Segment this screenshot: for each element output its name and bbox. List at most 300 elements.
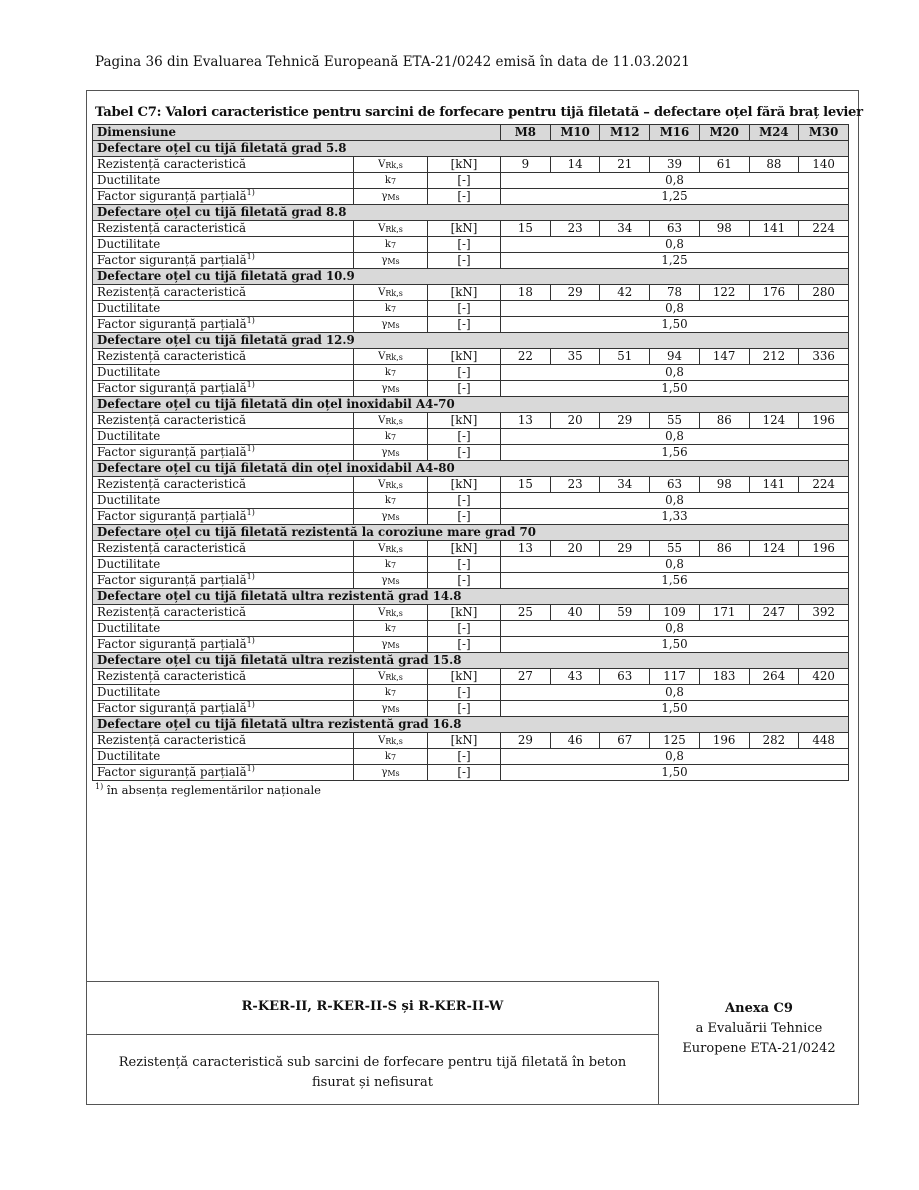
row-label-text: Factor siguranță parțială	[97, 445, 247, 459]
footnote-mark: 1)	[246, 700, 255, 710]
row-label: Ductilitate	[93, 301, 354, 317]
value-cell: 98	[699, 221, 749, 237]
value-cell: 14	[550, 157, 600, 173]
value-cell: 55	[650, 541, 700, 557]
row-label-text: Factor siguranță parțială	[97, 765, 247, 779]
symbol-cell	[354, 365, 428, 381]
value-cell: 1,25	[501, 189, 849, 205]
resistance-row	[93, 477, 849, 493]
symbol: γ	[381, 191, 388, 202]
unit: [kN]	[428, 157, 501, 173]
value-cell: 176	[749, 285, 799, 301]
value-cell: 392	[799, 605, 849, 621]
row-label: Rezistență caracteristică	[93, 221, 354, 237]
ductility-row	[93, 365, 849, 381]
value-cell: 420	[799, 669, 849, 685]
value-cell: 147	[699, 349, 749, 365]
unit: [kN]	[428, 477, 501, 493]
value-cell: 34	[600, 221, 650, 237]
resistance-row	[93, 541, 849, 557]
section-row	[93, 717, 849, 733]
footnote-mark: 1)	[246, 636, 255, 646]
row-label: Rezistență caracteristică	[93, 669, 354, 685]
symbol-cell	[354, 557, 428, 573]
table-section	[92, 104, 863, 798]
symbol-subscript: 7	[390, 561, 397, 570]
symbol: V	[378, 735, 386, 746]
row-label: Rezistență caracteristică	[93, 413, 354, 429]
unit: [-]	[428, 637, 501, 653]
value-cell: 55	[650, 413, 700, 429]
section-row	[93, 653, 849, 669]
symbol-subscript: Rk,s	[385, 289, 403, 298]
size-header: M30	[799, 125, 849, 141]
annex-title: Anexa C9	[725, 1001, 793, 1016]
value-cell: 122	[699, 285, 749, 301]
value-cell: 20	[550, 413, 600, 429]
symbol-cell	[354, 749, 428, 765]
symbol-subscript: Ms	[387, 193, 400, 202]
symbol: V	[378, 287, 386, 298]
footnote-mark: 1)	[246, 572, 255, 582]
resistance-row	[93, 285, 849, 301]
symbol-subscript: Rk,s	[385, 353, 403, 362]
value-cell: 212	[749, 349, 799, 365]
value-cell: 0,8	[501, 493, 849, 509]
row-label	[93, 765, 354, 781]
symbol-subscript: Rk,s	[385, 417, 403, 426]
value-cell: 124	[749, 413, 799, 429]
row-label: Ductilitate	[93, 557, 354, 573]
symbol: k	[384, 367, 391, 378]
value-cell: 0,8	[501, 429, 849, 445]
value-cell: 98	[699, 477, 749, 493]
value-cell: 224	[799, 477, 849, 493]
symbol-subscript: 7	[390, 753, 397, 762]
table-header-row	[93, 125, 849, 141]
ductility-row	[93, 237, 849, 253]
divider	[86, 1034, 659, 1035]
unit: [-]	[428, 509, 501, 525]
section-row	[93, 397, 849, 413]
unit: [-]	[428, 381, 501, 397]
row-label	[93, 381, 354, 397]
value-cell: 336	[799, 349, 849, 365]
unit: [-]	[428, 365, 501, 381]
unit: [kN]	[428, 669, 501, 685]
row-label: Rezistență caracteristică	[93, 733, 354, 749]
safety-factor-row	[93, 765, 849, 781]
footnote-mark: 1)	[246, 188, 255, 198]
unit: [-]	[428, 317, 501, 333]
row-label-text: Factor siguranță parțială	[97, 573, 247, 587]
row-label: Ductilitate	[93, 237, 354, 253]
row-label	[93, 253, 354, 269]
size-header: M20	[699, 125, 749, 141]
value-cell: 67	[600, 733, 650, 749]
symbol-subscript: Ms	[387, 705, 400, 714]
product-name: R-KER-II, R-KER-II-S și R-KER-II-W	[241, 999, 504, 1014]
section-row	[93, 269, 849, 285]
value-cell: 40	[550, 605, 600, 621]
size-header: M12	[600, 125, 650, 141]
symbol-cell	[354, 509, 428, 525]
symbol-subscript: Rk,s	[385, 673, 403, 682]
value-cell: 63	[650, 477, 700, 493]
symbol-cell	[354, 637, 428, 653]
value-cell: 448	[799, 733, 849, 749]
symbol-cell	[354, 685, 428, 701]
row-label: Rezistență caracteristică	[93, 541, 354, 557]
safety-factor-row	[93, 189, 849, 205]
section-title: Defectare oțel cu tijă filetată ultra rezistentă grad 15.8	[93, 653, 849, 669]
size-header: M16	[650, 125, 700, 141]
footnote-mark: 1)	[246, 508, 255, 518]
resistance-row	[93, 157, 849, 173]
symbol-cell	[354, 317, 428, 333]
symbol: k	[384, 303, 391, 314]
symbol: γ	[381, 575, 388, 586]
symbol-subscript: Ms	[387, 513, 400, 522]
value-cell: 141	[749, 477, 799, 493]
unit: [-]	[428, 253, 501, 269]
symbol: V	[378, 607, 386, 618]
footnote-mark: 1)	[246, 252, 255, 262]
value-cell: 88	[749, 157, 799, 173]
size-header: M8	[501, 125, 551, 141]
safety-factor-row	[93, 701, 849, 717]
row-label	[93, 701, 354, 717]
symbol-subscript: 7	[390, 305, 397, 314]
section-title: Defectare oțel cu tijă filetată grad 12.9	[93, 333, 849, 349]
value-cell: 1,50	[501, 381, 849, 397]
symbol: k	[384, 687, 391, 698]
annex-line-2: Europene ETA-21/0242	[682, 1041, 836, 1056]
value-cell: 171	[699, 605, 749, 621]
unit: [kN]	[428, 605, 501, 621]
value-cell: 78	[650, 285, 700, 301]
row-label	[93, 637, 354, 653]
resistance-row	[93, 413, 849, 429]
value-cell: 117	[650, 669, 700, 685]
unit: [-]	[428, 301, 501, 317]
unit: [-]	[428, 621, 501, 637]
ductility-row	[93, 493, 849, 509]
symbol-cell	[354, 285, 428, 301]
footnote-mark: 1)	[95, 782, 104, 792]
row-label: Ductilitate	[93, 365, 354, 381]
ductility-row	[93, 429, 849, 445]
symbol-cell	[354, 237, 428, 253]
symbol-subscript: Rk,s	[385, 161, 403, 170]
value-cell: 15	[501, 477, 551, 493]
value-cell: 23	[550, 477, 600, 493]
annex-label	[659, 999, 859, 1059]
value-cell: 0,8	[501, 749, 849, 765]
symbol-cell	[354, 189, 428, 205]
symbol: γ	[381, 703, 388, 714]
symbol-subscript: Ms	[387, 385, 400, 394]
shear-resistance-table	[92, 124, 849, 781]
unit: [kN]	[428, 221, 501, 237]
symbol: k	[384, 239, 391, 250]
value-cell: 1,56	[501, 573, 849, 589]
value-cell: 29	[501, 733, 551, 749]
unit: [kN]	[428, 349, 501, 365]
unit: [-]	[428, 701, 501, 717]
value-cell: 20	[550, 541, 600, 557]
symbol-cell	[354, 573, 428, 589]
symbol: k	[384, 175, 391, 186]
row-label: Ductilitate	[93, 493, 354, 509]
row-label-text: Factor siguranță parțială	[97, 317, 247, 331]
value-cell: 43	[550, 669, 600, 685]
resistance-row	[93, 349, 849, 365]
value-cell: 29	[600, 541, 650, 557]
value-cell: 141	[749, 221, 799, 237]
value-cell: 94	[650, 349, 700, 365]
value-cell: 183	[699, 669, 749, 685]
row-label-text: Factor siguranță parțială	[97, 189, 247, 203]
row-label: Ductilitate	[93, 685, 354, 701]
row-label: Rezistență caracteristică	[93, 285, 354, 301]
symbol-subscript: 7	[390, 241, 397, 250]
section-title: Defectare oțel cu tijă filetată din oțel inoxidabil A4-70	[93, 397, 849, 413]
ductility-row	[93, 557, 849, 573]
section-row	[93, 205, 849, 221]
symbol-subscript: Ms	[387, 321, 400, 330]
value-cell: 1,50	[501, 765, 849, 781]
section-row	[93, 589, 849, 605]
section-row	[93, 525, 849, 541]
safety-factor-row	[93, 317, 849, 333]
unit: [-]	[428, 765, 501, 781]
value-cell: 109	[650, 605, 700, 621]
section-title: Defectare oțel cu tijă filetată grad 8.8	[93, 205, 849, 221]
section-row	[93, 333, 849, 349]
value-cell: 224	[799, 221, 849, 237]
symbol: γ	[381, 767, 388, 778]
value-cell: 59	[600, 605, 650, 621]
section-title: Defectare oțel cu tijă filetată rezistentă la coroziune mare grad 70	[93, 525, 849, 541]
value-cell: 1,56	[501, 445, 849, 461]
safety-factor-row	[93, 573, 849, 589]
symbol-subscript: Ms	[387, 449, 400, 458]
value-cell: 1,50	[501, 317, 849, 333]
symbol: V	[378, 415, 386, 426]
section-row	[93, 461, 849, 477]
row-label: Ductilitate	[93, 621, 354, 637]
value-cell: 282	[749, 733, 799, 749]
row-label: Ductilitate	[93, 173, 354, 189]
value-cell: 0,8	[501, 685, 849, 701]
row-label: Rezistență caracteristică	[93, 157, 354, 173]
symbol: γ	[381, 319, 388, 330]
symbol: V	[378, 543, 386, 554]
divider	[86, 981, 659, 982]
section-title: Defectare oțel cu tijă filetată din oțel inoxidabil A4-80	[93, 461, 849, 477]
unit: [-]	[428, 557, 501, 573]
value-cell: 27	[501, 669, 551, 685]
value-cell: 34	[600, 477, 650, 493]
footnote-text: în absența reglementărilor naționale	[106, 783, 321, 797]
unit: [-]	[428, 493, 501, 509]
value-cell: 196	[799, 413, 849, 429]
symbol-cell	[354, 413, 428, 429]
value-cell: 0,8	[501, 173, 849, 189]
safety-factor-row	[93, 509, 849, 525]
page-header: Pagina 36 din Evaluarea Tehnică Europeană ETA-21/0242 emisă în data de 11.03.2021	[95, 54, 690, 70]
unit: [-]	[428, 573, 501, 589]
symbol-cell	[354, 541, 428, 557]
symbol-subscript: 7	[390, 369, 397, 378]
ductility-row	[93, 173, 849, 189]
symbol: V	[378, 223, 386, 234]
symbol-cell	[354, 381, 428, 397]
ductility-row	[93, 621, 849, 637]
value-cell: 124	[749, 541, 799, 557]
symbol: V	[378, 351, 386, 362]
symbol: V	[378, 159, 386, 170]
resistance-row	[93, 669, 849, 685]
symbol: V	[378, 671, 386, 682]
value-cell: 1,33	[501, 509, 849, 525]
value-cell: 0,8	[501, 237, 849, 253]
value-cell: 39	[650, 157, 700, 173]
unit: [-]	[428, 749, 501, 765]
section-title: Defectare oțel cu tijă filetată grad 10.9	[93, 269, 849, 285]
safety-factor-row	[93, 253, 849, 269]
value-cell: 13	[501, 541, 551, 557]
unit: [-]	[428, 237, 501, 253]
symbol-cell	[354, 669, 428, 685]
section-title: Defectare oțel cu tijă filetată ultra rezistentă grad 16.8	[93, 717, 849, 733]
value-cell: 15	[501, 221, 551, 237]
value-cell: 51	[600, 349, 650, 365]
symbol-cell	[354, 765, 428, 781]
symbol-subscript: 7	[390, 689, 397, 698]
symbol: k	[384, 495, 391, 506]
value-cell: 63	[600, 669, 650, 685]
row-label	[93, 573, 354, 589]
symbol-cell	[354, 429, 428, 445]
symbol-subscript: 7	[390, 497, 397, 506]
symbol-subscript: Rk,s	[385, 737, 403, 746]
symbol-cell	[354, 221, 428, 237]
row-label-text: Factor siguranță parțială	[97, 637, 247, 651]
row-label: Rezistență caracteristică	[93, 605, 354, 621]
symbol-subscript: Ms	[387, 577, 400, 586]
footnote	[92, 782, 849, 798]
size-header: M24	[749, 125, 799, 141]
value-cell: 140	[799, 157, 849, 173]
unit: [kN]	[428, 413, 501, 429]
symbol-subscript: Rk,s	[385, 545, 403, 554]
section-row	[93, 141, 849, 157]
value-cell: 125	[650, 733, 700, 749]
unit: [-]	[428, 173, 501, 189]
value-cell: 13	[501, 413, 551, 429]
symbol: γ	[381, 447, 388, 458]
symbol-subscript: Ms	[387, 641, 400, 650]
symbol-subscript: 7	[390, 625, 397, 634]
resistance-row	[93, 733, 849, 749]
row-label: Ductilitate	[93, 429, 354, 445]
value-cell: 247	[749, 605, 799, 621]
symbol-cell	[354, 477, 428, 493]
unit: [-]	[428, 445, 501, 461]
symbol-subscript: Ms	[387, 769, 400, 778]
value-cell: 18	[501, 285, 551, 301]
ductility-row	[93, 685, 849, 701]
unit: [kN]	[428, 285, 501, 301]
value-cell: 22	[501, 349, 551, 365]
symbol-cell	[354, 157, 428, 173]
value-cell: 196	[799, 541, 849, 557]
row-label: Ductilitate	[93, 749, 354, 765]
section-title: Defectare oțel cu tijă filetată ultra rezistentă grad 14.8	[93, 589, 849, 605]
unit: [-]	[428, 189, 501, 205]
safety-factor-row	[93, 445, 849, 461]
symbol-cell	[354, 493, 428, 509]
value-cell: 35	[550, 349, 600, 365]
symbol-cell	[354, 445, 428, 461]
value-cell: 264	[749, 669, 799, 685]
value-cell: 46	[550, 733, 600, 749]
footnote-mark: 1)	[246, 316, 255, 326]
table-title: Tabel C7: Valori caracteristice pentru sarcini de forfecare pentru tijă filetată – defectare oțel fără braț levier	[95, 105, 863, 120]
section-title: Defectare oțel cu tijă filetată grad 5.8	[93, 141, 849, 157]
unit: [-]	[428, 429, 501, 445]
value-cell: 280	[799, 285, 849, 301]
value-cell: 42	[600, 285, 650, 301]
value-cell: 29	[600, 413, 650, 429]
symbol: k	[384, 431, 391, 442]
value-cell: 0,8	[501, 365, 849, 381]
symbol-cell	[354, 349, 428, 365]
symbol-cell	[354, 605, 428, 621]
size-header: M10	[550, 125, 600, 141]
dimension-header: Dimensiune	[93, 125, 501, 141]
symbol-subscript: Ms	[387, 257, 400, 266]
row-label: Rezistență caracteristică	[93, 477, 354, 493]
resistance-row	[93, 221, 849, 237]
value-cell: 63	[650, 221, 700, 237]
symbol-cell	[354, 301, 428, 317]
footnote-mark: 1)	[246, 444, 255, 454]
annex-description: Rezistență caracteristică sub sarcini de forfecare pentru tijă filetată în beton fisurat și nefisurat	[118, 1055, 627, 1090]
symbol-subscript: Rk,s	[385, 609, 403, 618]
footnote-mark: 1)	[246, 764, 255, 774]
value-cell: 1,50	[501, 701, 849, 717]
symbol: γ	[381, 639, 388, 650]
symbol: γ	[381, 255, 388, 266]
row-label-text: Factor siguranță parțială	[97, 509, 247, 523]
row-label-text: Factor siguranță parțială	[97, 381, 247, 395]
value-cell: 1,50	[501, 637, 849, 653]
annex-line-1: a Evaluării Tehnice	[695, 1021, 823, 1036]
resistance-row	[93, 605, 849, 621]
symbol: k	[384, 751, 391, 762]
symbol-subscript: 7	[390, 177, 397, 186]
symbol-cell	[354, 733, 428, 749]
value-cell: 0,8	[501, 301, 849, 317]
value-cell: 21	[600, 157, 650, 173]
value-cell: 25	[501, 605, 551, 621]
row-label	[93, 445, 354, 461]
symbol: V	[378, 479, 386, 490]
symbol-cell	[354, 621, 428, 637]
